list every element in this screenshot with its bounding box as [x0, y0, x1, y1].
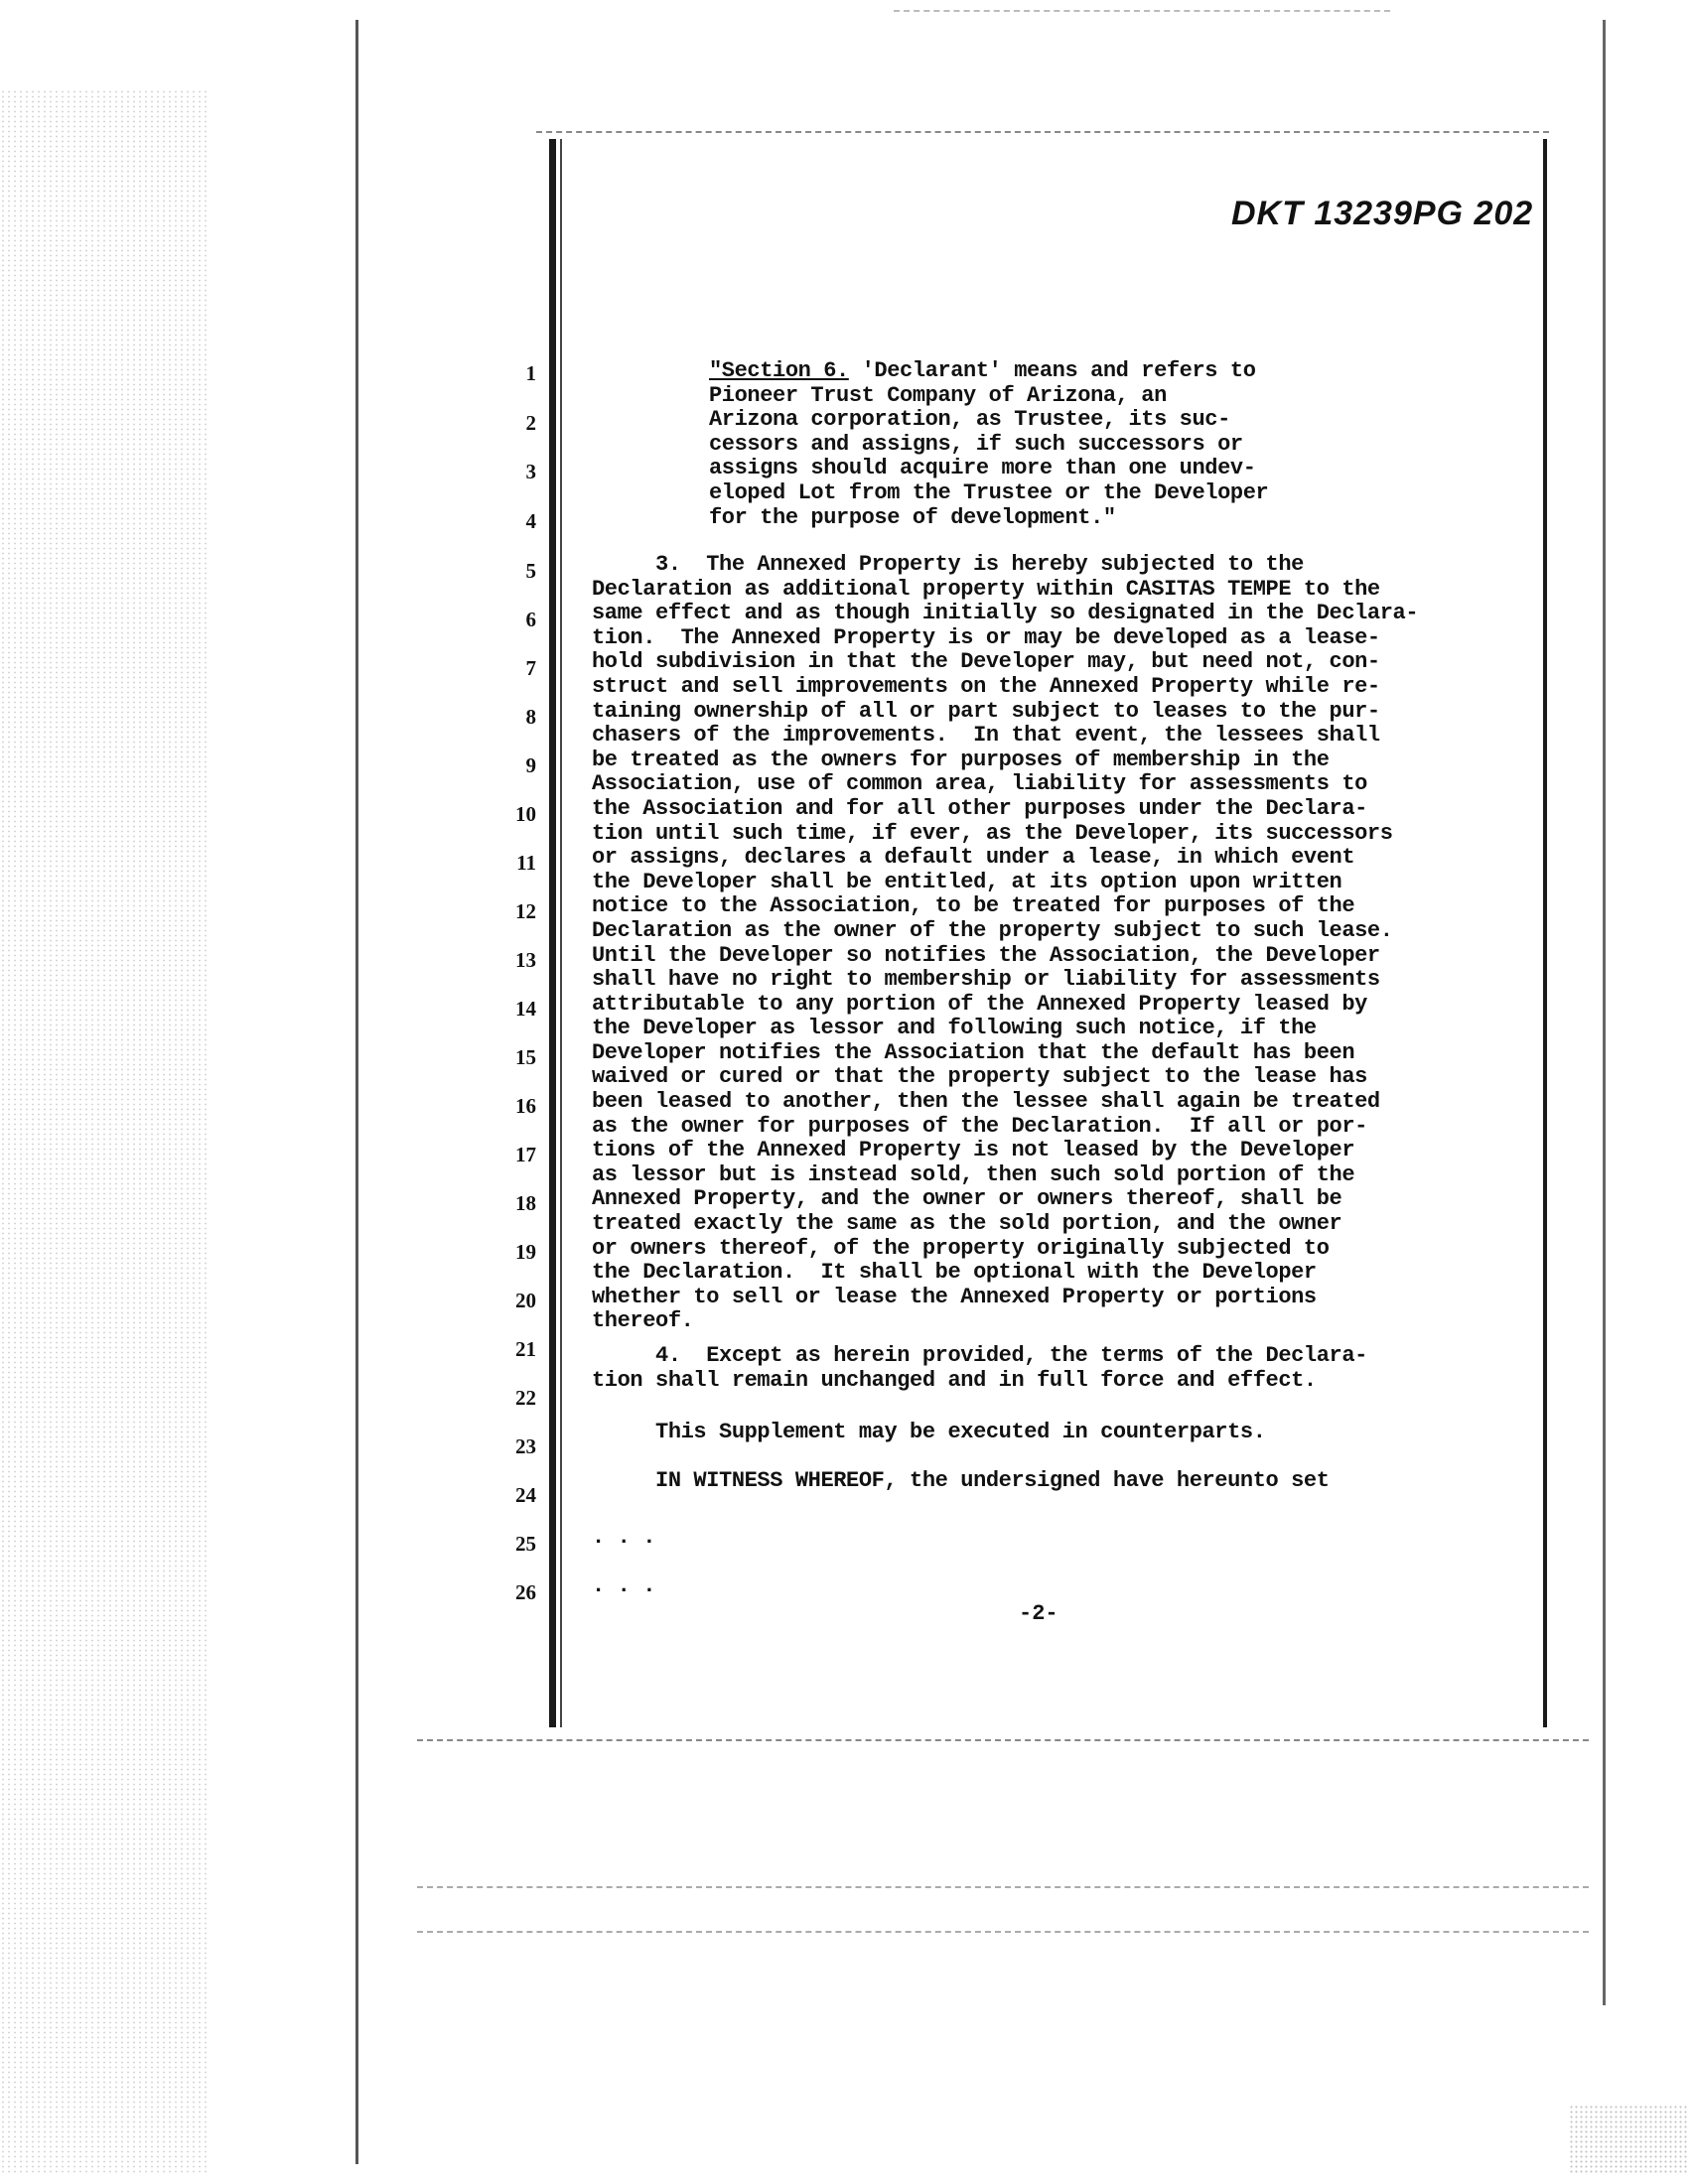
line-number: 22 — [515, 1386, 536, 1410]
line-number: 25 — [515, 1532, 536, 1556]
section-6-quote — [709, 359, 1268, 530]
line-number: 8 — [525, 705, 536, 729]
line-number: 14 — [515, 997, 536, 1021]
scan-noise-left — [0, 89, 209, 2174]
margin-rule-left — [549, 139, 556, 1727]
line-number: 24 — [515, 1483, 536, 1507]
line-number: 2 — [525, 411, 536, 435]
line-number: 15 — [515, 1045, 536, 1069]
scan-dash-bottom-3 — [417, 1931, 1589, 1933]
scan-noise-corner — [1569, 2105, 1688, 2174]
section-6-label: "Section 6. — [709, 358, 849, 383]
scan-edge-right — [1603, 20, 1606, 2005]
line-number: 7 — [525, 656, 536, 680]
scan-dash-bottom-2 — [417, 1886, 1589, 1888]
line-number: 21 — [515, 1337, 536, 1361]
witness-clause: IN WITNESS WHEREOF, the undersigned have hereunto set — [592, 1468, 1330, 1493]
section-6-text: 'Declarant' means and refers to Pioneer Trust Company of Arizona, an Arizona corporation, as Trustee, its suc- cessors and assigns, if such successors or assigns should acquire more than one undev- eloped Lot from the Trustee or the Developer for the purpose of development." — [709, 358, 1269, 530]
counterparts-clause: This Supplement may be executed in counterparts. — [592, 1420, 1266, 1444]
line-number: 13 — [515, 948, 536, 972]
line-number: 23 — [515, 1434, 536, 1458]
line-number: 19 — [515, 1240, 536, 1264]
line-number: 11 — [516, 851, 536, 875]
line-number: 26 — [515, 1580, 536, 1604]
scan-dash-bottom-1 — [417, 1739, 1589, 1741]
paragraph-4: 4. Except as herein provided, the terms of the Declara- tion shall remain unchanged and in full force and effect. — [592, 1343, 1367, 1393]
paragraph-3: 3. The Annexed Property is hereby subjected to the Declaration as additional property within CASITAS TEMPE to the same effect and as though initially so designated in the Declara- tion. The Annexed Property is or may be developed as a lease- hold subdivision in that the Developer may, but need not, con- struct and sell improvements on the Annexed Property while re- taining ownership of all or part subject to leases to the pur- chasers of the improvements. In that event, the lessees shall be treated as the owners for purposes of membership in the Association, use of common area, liability for assessments to the Association and for all other purposes under the Declara- tion until such time, if ever, as the Developer, its successors or assigns, declares a default under a lease, in which event the Developer shall be entitled, at its option upon written notice to the Association, to be treated for purposes of the Declaration as the owner of the property subject to such lease. Until the Developer so notifies the Association, the Developer shall have no right to membership or liability for assessments attributable to any portion of the Annexed Property leased by the Developer as lessor and following such notice, if the Developer notifies the Association that the default has been waived or cured or that the property subject to the lease has been leased to another, then the lessee shall again be treated as the owner for purposes of the Declaration. If all or por- tions of the Annexed Property is not leased by the Developer as lessor but is instead sold, then such sold portion of the Annexed Property, and the owner or owners thereof, shall be treated exactly the same as the sold portion, and the owner or owners thereof, of the property originally subjected to the Declaration. It shall be optional with the Developer whether to sell or lease the Annexed Property or portions thereof. — [592, 552, 1419, 1334]
line-number: 9 — [525, 753, 536, 777]
line-number: 6 — [525, 608, 536, 631]
line-number: 4 — [525, 509, 536, 533]
scan-edge-left — [355, 20, 358, 2164]
margin-rule-right — [1543, 139, 1547, 1727]
margin-rule-left-inner — [560, 139, 562, 1727]
page-number: -2- — [1019, 1601, 1059, 1626]
line-number: 18 — [515, 1191, 536, 1215]
ellipsis-line-25: . . . — [592, 1525, 656, 1550]
line-number: 17 — [515, 1143, 536, 1166]
line-number: 12 — [515, 899, 536, 923]
line-number: 20 — [515, 1289, 536, 1312]
line-number: 3 — [525, 460, 536, 483]
recording-stamp: DKT 13239PG 202 — [1231, 195, 1534, 232]
line-number: 16 — [515, 1094, 536, 1118]
line-number: 5 — [525, 559, 536, 583]
line-number: 1 — [525, 361, 536, 385]
line-number: 10 — [515, 802, 536, 826]
ellipsis-line-26: . . . — [592, 1573, 656, 1598]
